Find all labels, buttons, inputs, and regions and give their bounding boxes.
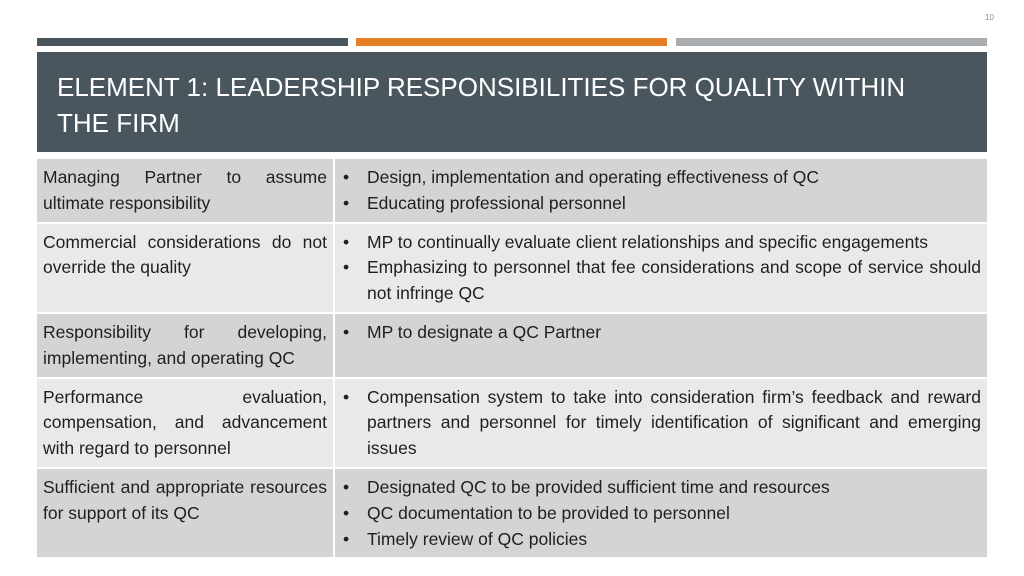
table-row: [37, 159, 987, 224]
row-details: [335, 469, 987, 559]
table-row: [37, 224, 987, 314]
row-details: [335, 314, 987, 379]
bullet-list: [341, 475, 981, 552]
bullet-item: • QC documentation to be provided to personnel: [341, 501, 981, 527]
bullet-list: [341, 385, 981, 462]
bullet-item: • Design, implementation and operating effectiveness of QC: [341, 165, 981, 191]
table-row: [37, 379, 987, 469]
slide-title: ELEMENT 1: LEADERSHIP RESPONSIBILITIES FOR QUALITY WITHIN THE FIRM: [57, 72, 906, 138]
table-row: [37, 469, 987, 559]
accent-bar-orange: [356, 38, 667, 46]
bullet-list: [341, 320, 981, 346]
row-details: [335, 224, 987, 314]
bullet-list: [341, 165, 981, 217]
bullet-item: • Designated QC to be provided sufficient time and resources: [341, 475, 981, 501]
accent-bar-dark: [37, 38, 348, 46]
title-band: [37, 52, 987, 152]
bullet-item: • Emphasizing to personnel that fee considerations and scope of service should not infringe QC: [341, 255, 981, 307]
qc-responsibilities-table: [37, 159, 987, 559]
bullet-item: • Educating professional personnel: [341, 191, 981, 217]
row-details: [335, 379, 987, 469]
row-heading: Responsibility for developing, implementing, and operating QC: [37, 314, 335, 379]
table-row: [37, 314, 987, 379]
bullet-item: • Compensation system to take into consideration firm’s feedback and reward partners and personnel for timely identification of significant and emerging issues: [341, 385, 981, 462]
row-heading: Commercial considerations do not override the quality: [37, 224, 335, 314]
accent-bar-gray: [676, 38, 987, 46]
row-heading: Performance evaluation, compensation, and advancement with regard to personnel: [37, 379, 335, 469]
row-heading: Managing Partner to assume ultimate responsibility: [37, 159, 335, 224]
slide-number: 10: [985, 13, 994, 22]
row-details: [335, 159, 987, 224]
bullet-item: • MP to designate a QC Partner: [341, 320, 981, 346]
bullet-item: • MP to continually evaluate client relationships and specific engagements: [341, 230, 981, 256]
bullet-list: [341, 230, 981, 307]
row-heading: Sufficient and appropriate resources for support of its QC: [37, 469, 335, 559]
bullet-item: • Timely review of QC policies: [341, 527, 981, 553]
